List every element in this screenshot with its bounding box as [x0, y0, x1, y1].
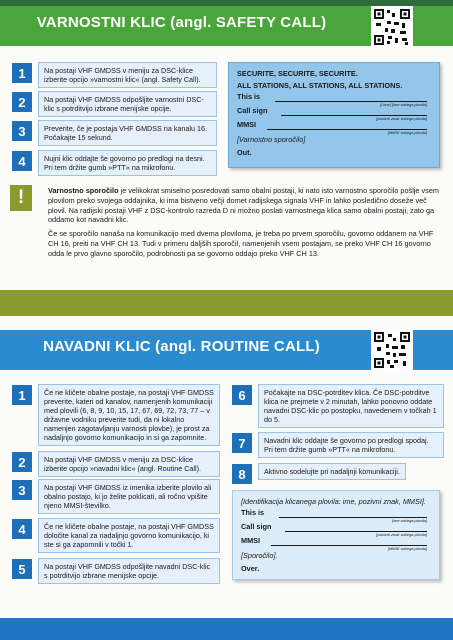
this-is-row	[241, 508, 431, 522]
safety-step-4	[12, 150, 217, 176]
step-number: 3	[12, 121, 32, 141]
step-text: Aktivno sodelujte pri nadaljnji komunikaciji.	[258, 463, 406, 480]
call-sign-label: Call sign	[241, 522, 272, 531]
safety-note-paragraph-1	[48, 186, 443, 225]
routine-step-7	[232, 432, 444, 458]
routine-step-4	[12, 518, 220, 553]
step-number: 2	[12, 92, 32, 112]
routine-step-6	[232, 384, 444, 428]
exclamation-icon: !	[10, 185, 32, 211]
step-text: Na postaji VHF GMDSS odpošljite navadni DSC-klic s potrditvijo izbrane menijske opcije.	[38, 558, 220, 584]
safety-call-title: VARNOSTNI KLIC (angl. SAFETY CALL)	[36, 14, 327, 31]
call-sign-hint: [pozivni znak vašega plovila]	[376, 532, 427, 537]
over-word: Over.	[241, 564, 260, 573]
step-text: Preverite, če je postaja VHF GMDSS na kanalu 16. Počakajte 15 sekund.	[38, 120, 217, 146]
safety-note-paragraph-2: Če se sporočilo nanaša na komunikacijo med dvema ploviloma, je treba po prvem sporočilu, govorno oddanem na VHF CH 16, preiti na VHF CH 13. Tudi v primeru daljših sporočil, namenjenih vsem postajam, se preko VHF CH 16 govorno odda le prvo glavno sporočilo, podrobnosti pa se govorno oddajo preko VHF CH 13.	[48, 229, 434, 258]
mmsi-label: MMSI	[241, 536, 261, 545]
this-is-hint: [i.ime] [ime vašega plovila]	[380, 102, 427, 107]
step-number: 1	[12, 385, 32, 405]
step-number: 6	[232, 385, 252, 405]
step-number: 8	[232, 464, 252, 484]
safety-step-2	[12, 91, 217, 117]
routine-call-title: NAVADNI KLIC (angl. ROUTINE CALL)	[43, 338, 320, 355]
bottom-band	[0, 618, 453, 640]
routine-qr-code-icon	[371, 329, 413, 371]
step-number: 2	[12, 452, 32, 472]
step-text: Na postaji VHF GMDSS odpošljite varnostni DSC-klic s potrditvijo izbrane menijske opcije.	[38, 91, 217, 117]
this-is-hint: [ime vašega plovila]	[391, 518, 427, 523]
mmsi-row	[241, 536, 431, 550]
this-is-row	[237, 92, 431, 106]
routine-voice-template-card	[232, 490, 440, 580]
step-text: Če ne kličete obalne postaje, na postaji VHF GMDSS preverite, kateri od kanalov, namenjenih komunikaciji med plovili (6, 8, 9, 10, 15, 17, 67, 69, 72, 73, 77 – v državne vodniku preverite tudi, da ni lokalno namenjen zagotavljanju varnosti plovbe), je prost za nadaljnjo govorno komunikacijo in si ga zapomnite.	[38, 384, 220, 446]
safety-step-1	[12, 62, 217, 88]
note-bold-term: Varnostno sporočilo	[48, 186, 119, 195]
section-divider-band	[0, 290, 453, 316]
step-number: 4	[12, 151, 32, 171]
call-sign-row	[237, 106, 431, 120]
routine-step-8	[232, 463, 444, 484]
call-sign-label: Call sign	[237, 106, 268, 115]
securite-line: SECURITE, SECURITE, SECURITE.	[237, 69, 358, 78]
message-placeholder: [Sporočilo].	[241, 551, 278, 560]
routine-step-2	[12, 451, 220, 477]
mmsi-hint: [MMSI vašega plovila]	[387, 130, 427, 135]
safety-step-3	[12, 120, 217, 146]
step-number: 4	[12, 519, 32, 539]
routine-step-3	[12, 479, 220, 514]
ident-placeholder: [Identifikacija klicanega plovila: ime, pozivni znak, MMSI].	[241, 497, 426, 506]
routine-step-1	[12, 384, 220, 446]
step-number: 1	[12, 63, 32, 83]
step-text: Na postaji VHF GMDSS iz imenika izberite plovilo ali obalno postajo, ki jo želite poklicati, ali ročno vpišite njeno MMSI-številko.	[38, 479, 220, 514]
safety-voice-template-card	[228, 62, 440, 168]
out-word: Out.	[237, 148, 252, 157]
mmsi-hint: [MMSI vašega plovila]	[387, 546, 427, 551]
step-text: Na postaji VHF GMDSS v meniju za DSC-klice izberite opcijo »varnostni klic« (angl. Safety Call).	[38, 62, 217, 88]
mmsi-row	[237, 120, 431, 134]
message-placeholder: [Varnostno sporočilo]	[237, 135, 306, 144]
step-text: Navadni klic oddajte še govorno po predlogi spodaj. Pri tem držite gumb »PTT« na mikrofonu.	[258, 432, 444, 458]
mmsi-label: MMSI	[237, 120, 257, 129]
step-text: Počakajte na DSC-potrditev klica. Če DSC-potrditve klica ne prejmete v 2 minutah, lahko ponovno oddate navadni DSC-klic po postopku, navedenem v točkah 1 do 5.	[258, 384, 444, 428]
call-sign-hint: [pozivni znak vašega plovila]	[376, 116, 427, 121]
step-text: Nujni klic oddajte še govorno po predlogi na desni. Pri tem držite gumb »PTT« na mikrofonu.	[38, 150, 217, 176]
step-number: 3	[12, 480, 32, 500]
step-text: Na postaji VHF GMDSS v meniju za DSC-klice izberite opcijo »navadni klic« (angl. Routine Call).	[38, 451, 220, 477]
this-is-label: This is	[241, 508, 265, 517]
step-number: 5	[12, 559, 32, 579]
call-sign-row	[241, 522, 431, 536]
routine-step-5	[12, 558, 220, 584]
step-number: 7	[232, 433, 252, 453]
note-text: je velikokrat smiselno posredovati samo obalni postaji, ki nato isto varnostno sporočilo pošlje vsem plovilom preko svojega oddajnika, ki ima bistveno večji domet radijskega signala VHF in lahko posledično doseže več plovil. Na radijski postaji VHF z DSC-kontrolo razreda D ni možno poslati varnostnega klica samo obalni postaji, zato ga oddamo kot navadni klic.	[48, 186, 439, 225]
step-text: Če ne kličete obalne postaje, na postaji VHF GMDSS določite kanal za nadaljnjo govorno komunikacijo, ki ste si ga zapomnili v točki 1.	[38, 518, 220, 553]
this-is-label: This is	[237, 92, 261, 101]
all-stations-line: ALL STATIONS, ALL STATIONS, ALL STATIONS.	[237, 81, 403, 90]
safety-qr-code-icon	[371, 6, 413, 48]
